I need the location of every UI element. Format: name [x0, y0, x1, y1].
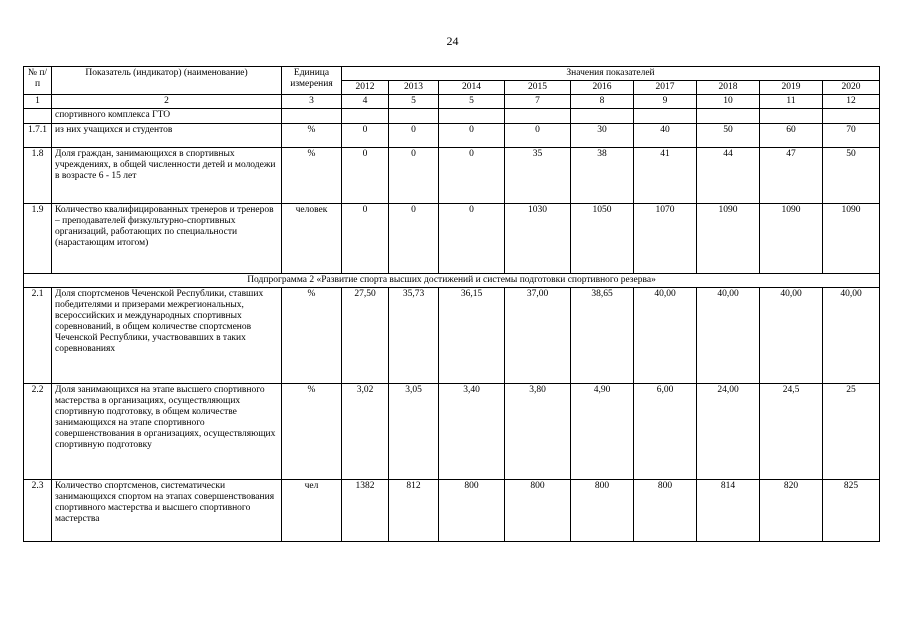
value-cell: 70: [823, 124, 880, 148]
value-cell: 820: [760, 480, 823, 542]
value-cell: 40,00: [697, 288, 760, 384]
value-cell: 4,90: [571, 384, 634, 480]
value-cell: 36,15: [439, 288, 505, 384]
value-cell: 1090: [823, 204, 880, 274]
table-row: [24, 148, 880, 204]
page-number: 24: [446, 34, 459, 48]
value-cell: 50: [823, 148, 880, 204]
value-cell: 0: [439, 124, 505, 148]
value-cell: 40,00: [823, 288, 880, 384]
header-year: 2013: [389, 81, 439, 95]
value-cell: 35: [505, 148, 571, 204]
value-cell: 1070: [634, 204, 697, 274]
unit-cell: %: [282, 384, 342, 480]
indicator-name: Доля граждан, занимающихся в спортивных учреждениях, в общей численности детей и молодежи в возрасте 6 - 15 лет: [52, 148, 282, 204]
column-number: 3: [282, 95, 342, 109]
value-cell: 800: [634, 480, 697, 542]
row-number: 2.3: [24, 480, 52, 542]
value-cell: 27,50: [342, 288, 389, 384]
row-number: 2.2: [24, 384, 52, 480]
value-cell: 0: [439, 204, 505, 274]
value-cell: 0: [389, 204, 439, 274]
value-cell: 38,65: [571, 288, 634, 384]
value-cell: 44: [697, 148, 760, 204]
value-cell: 40,00: [760, 288, 823, 384]
value-cell: 1090: [697, 204, 760, 274]
header-year: 2012: [342, 81, 389, 95]
indicator-name: Количество спортсменов, систематически занимающихся спортом на этапах совершенствования спортивного мастерства и высшего спортивного мастерства: [52, 480, 282, 542]
value-cell: 0: [389, 124, 439, 148]
value-cell: 3,80: [505, 384, 571, 480]
header-year: 2017: [634, 81, 697, 95]
column-number: 4: [342, 95, 389, 109]
table-row: [24, 109, 880, 124]
unit-cell: человек: [282, 204, 342, 274]
column-number: 5: [439, 95, 505, 109]
header-year: 2014: [439, 81, 505, 95]
value-cell: 0: [342, 204, 389, 274]
column-number: 1: [24, 95, 52, 109]
indicators-table: [23, 66, 880, 542]
column-number: 7: [505, 95, 571, 109]
indicator-name: Доля спортсменов Чеченской Республики, ставших победителями и призерами межрегиональных, всероссийских и международных спортивных соревнований, в общем количестве спортсменов Чеченской Республики, участвовавших в таких соревнованиях: [52, 288, 282, 384]
column-number-row: [24, 95, 880, 109]
value-cell: 24,00: [697, 384, 760, 480]
column-number: 8: [571, 95, 634, 109]
value-cell: 40,00: [634, 288, 697, 384]
column-number: 12: [823, 95, 880, 109]
value-cell: 37,00: [505, 288, 571, 384]
value-cell: 1382: [342, 480, 389, 542]
value-cell: 38: [571, 148, 634, 204]
value-cell: 800: [571, 480, 634, 542]
unit-cell: %: [282, 288, 342, 384]
subprogram-row: [24, 274, 880, 288]
table-row: [24, 124, 880, 148]
header-values-title: Значения показателей: [342, 67, 880, 81]
value-cell: 0: [505, 124, 571, 148]
value-cell: 0: [439, 148, 505, 204]
table-row: [24, 480, 880, 542]
column-number: 2: [52, 95, 282, 109]
row-number: 2.1: [24, 288, 52, 384]
value-cell: 40: [634, 124, 697, 148]
header-year: 2015: [505, 81, 571, 95]
column-number: 9: [634, 95, 697, 109]
unit-cell: чел: [282, 480, 342, 542]
row-number: 1.8: [24, 148, 52, 204]
subprogram-title: Подпрограмма 2 «Развитие спорта высших достижений и системы подготовки спортивного резерва»: [24, 274, 880, 288]
indicator-name: Доля занимающихся на этапе высшего спортивного мастерства в организациях, осуществляющих спортивную подготовку, в общем количестве занимающихся на этапе спортивного совершенствования в организациях, осуществляющих спортивную подготовку: [52, 384, 282, 480]
value-cell: 1090: [760, 204, 823, 274]
value-cell: 800: [505, 480, 571, 542]
value-cell: 30: [571, 124, 634, 148]
value-cell: 3,02: [342, 384, 389, 480]
value-cell: 3,05: [389, 384, 439, 480]
header-unit: Единица измерения: [282, 67, 342, 95]
indicator-name: Количество квалифицированных тренеров и тренеров – преподавателей физкультурно-спортивных организаций, работающих по специальности (нарастающим итогом): [52, 204, 282, 274]
value-cell: 41: [634, 148, 697, 204]
value-cell: 1050: [571, 204, 634, 274]
value-cell: 814: [697, 480, 760, 542]
table-row: [24, 204, 880, 274]
unit-cell: %: [282, 148, 342, 204]
value-cell: 35,73: [389, 288, 439, 384]
header-indicator: Показатель (индикатор) (наименование): [52, 67, 282, 95]
table-row: [24, 288, 880, 384]
value-cell: 3,40: [439, 384, 505, 480]
value-cell: 0: [389, 148, 439, 204]
value-cell: 0: [342, 148, 389, 204]
value-cell: 60: [760, 124, 823, 148]
header-year: 2019: [760, 81, 823, 95]
header-year: 2018: [697, 81, 760, 95]
value-cell: 812: [389, 480, 439, 542]
indicator-name: спортивного комплекса ГТО: [52, 109, 282, 124]
indicator-name: из них учащихся и студентов: [52, 124, 282, 148]
value-cell: 1030: [505, 204, 571, 274]
column-number: 5: [389, 95, 439, 109]
value-cell: 50: [697, 124, 760, 148]
header-num: № п/п: [24, 67, 52, 95]
column-number: 11: [760, 95, 823, 109]
header-year: 2016: [571, 81, 634, 95]
header-year: 2020: [823, 81, 880, 95]
value-cell: 825: [823, 480, 880, 542]
row-number: 1.9: [24, 204, 52, 274]
value-cell: 0: [342, 124, 389, 148]
unit-cell: %: [282, 124, 342, 148]
table-row: [24, 384, 880, 480]
value-cell: 800: [439, 480, 505, 542]
value-cell: 6,00: [634, 384, 697, 480]
value-cell: 47: [760, 148, 823, 204]
row-number: 1.7.1: [24, 124, 52, 148]
value-cell: 25: [823, 384, 880, 480]
column-number: 10: [697, 95, 760, 109]
value-cell: 24,5: [760, 384, 823, 480]
